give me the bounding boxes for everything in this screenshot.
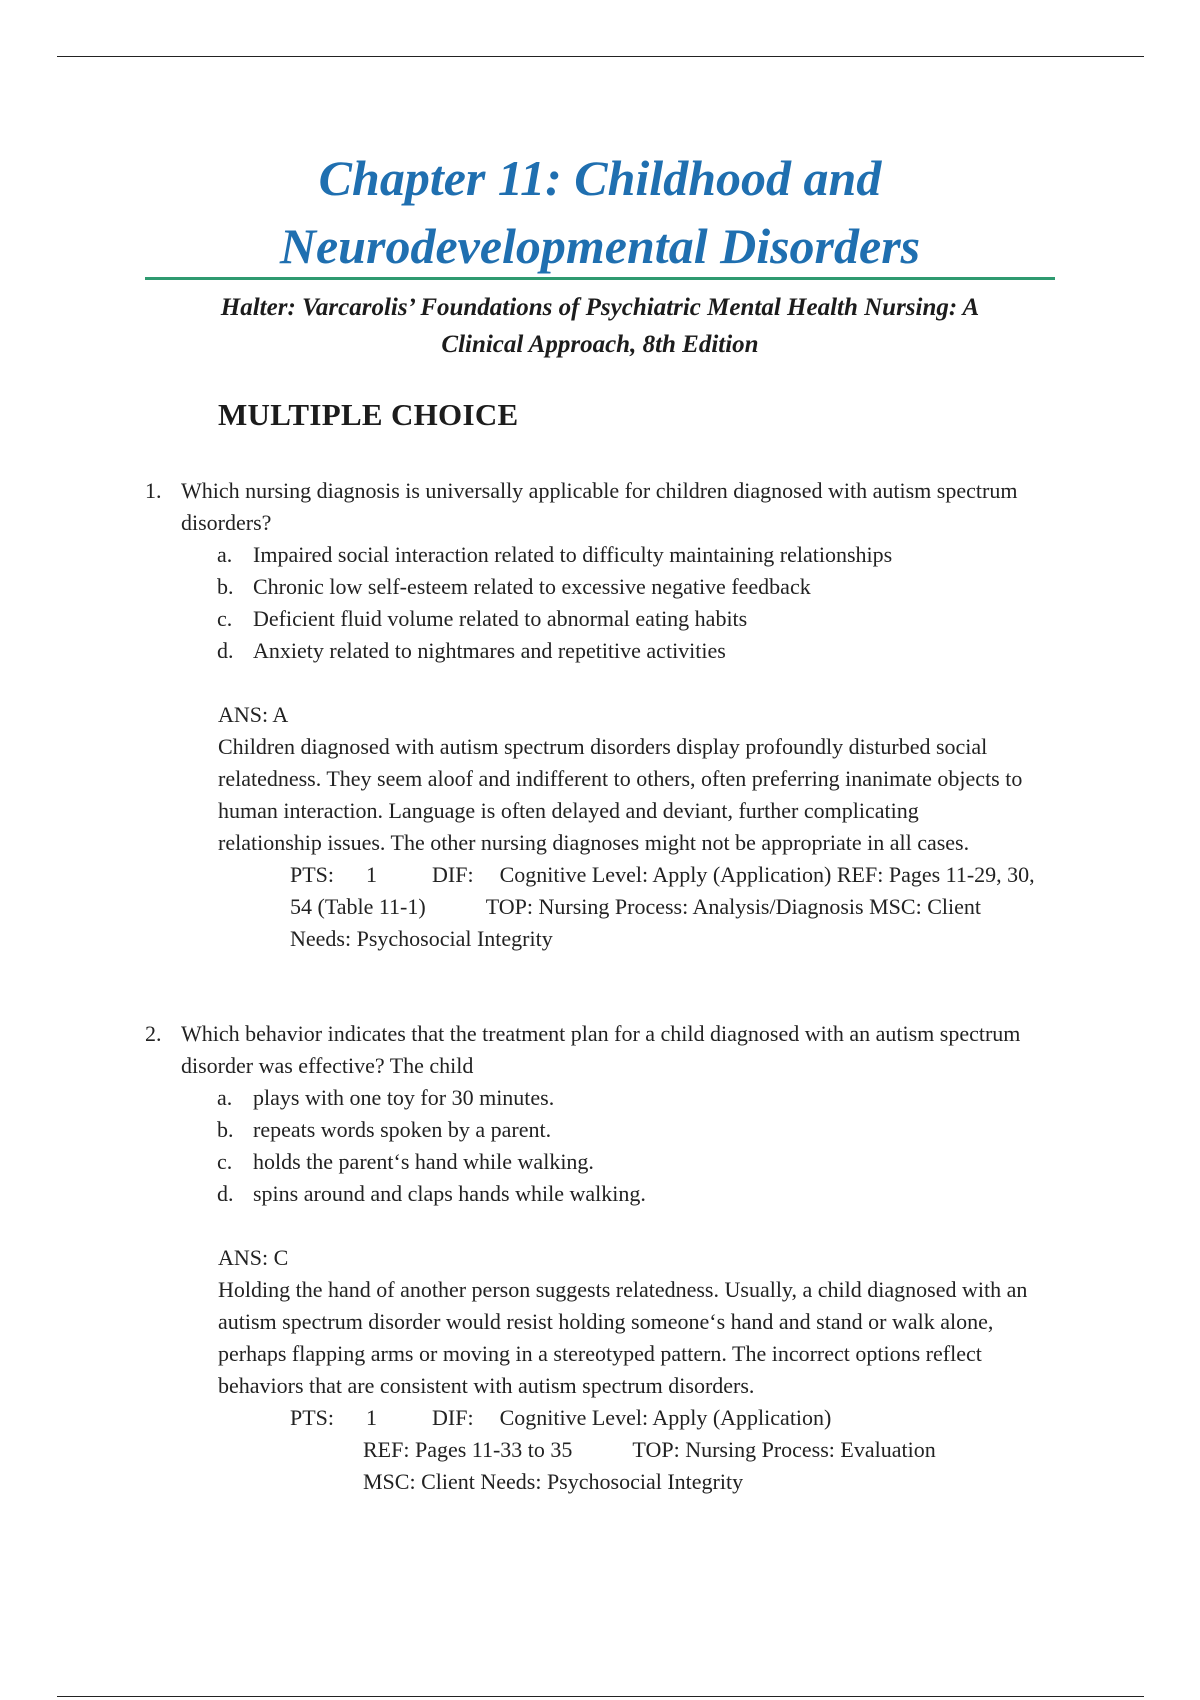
pts-value: 1: [366, 1405, 378, 1430]
answer-options: [145, 539, 1045, 667]
answer-options: [145, 1082, 1045, 1210]
rationale: Children diagnosed with autism spectrum disorders display profoundly disturbed social relatedness. They seem aloof and indifferent to others, often preferring inanimate objects to human interaction. Language is often delayed and deviant, further complicating relationship issues. The other nursing diagnoses might not be appropriate in all cases.: [218, 734, 1023, 855]
question-2: [145, 1018, 1045, 1498]
metadata-line-1: [290, 1402, 1045, 1434]
option-text: holds the parent‘s hand while walking.: [253, 1149, 594, 1174]
option-b: [217, 571, 1045, 603]
top-value: TOP: Nursing Process: Evaluation: [632, 1437, 936, 1462]
chapter-title: [100, 144, 1100, 280]
msc-value: MSC: Client Needs: Psychosocial Integrity: [290, 894, 981, 951]
pts-value: 1: [366, 862, 378, 887]
pts-label: PTS:: [290, 1405, 335, 1430]
rationale: Holding the hand of another person suggests relatedness. Usually, a child diagnosed with an autism spectrum disorder would resist holding someone‘s hand and stand or walk alone, perhaps flapping arms or moving in a stereotyped pattern. The incorrect options reflect behaviors that are consistent with autism spectrum disorders.: [218, 1277, 1028, 1398]
dif-label: DIF:: [432, 1405, 474, 1430]
question-metadata: [290, 859, 1045, 955]
option-b: [217, 1114, 1045, 1146]
question-1: [145, 475, 1045, 955]
option-a: [217, 539, 1045, 571]
option-letter: c.: [217, 1149, 233, 1174]
option-a: [217, 1082, 1045, 1114]
metadata-line-3: [363, 1466, 1045, 1498]
option-d: [217, 1178, 1045, 1210]
answer-key: ANS: A: [218, 702, 289, 727]
question-stem: Which behavior indicates that the treatment plan for a child diagnosed with an autism spectrum disorder was effective? The child: [181, 1021, 1021, 1078]
option-text: spins around and claps hands while walking.: [253, 1181, 646, 1206]
chapter-title-line-2: Neurodevelopmental Disorders: [279, 218, 921, 274]
msc-value: MSC: Client Needs: Psychosocial Integrity: [363, 1469, 744, 1494]
ref-value: REF: Pages 11-33 to 35: [363, 1437, 573, 1462]
option-text: Impaired social interaction related to difficulty maintaining relationships: [253, 542, 893, 567]
option-letter: d.: [217, 638, 234, 663]
dif-label: DIF:: [432, 862, 474, 887]
option-text: Deficient fluid volume related to abnormal eating habits: [253, 606, 748, 631]
option-text: Chronic low self-esteem related to excessive negative feedback: [253, 574, 811, 599]
title-underline: [145, 277, 1055, 280]
ref-value: REF: Pages 11-29, 30, 54 (Table 11-1): [290, 862, 1035, 919]
option-letter: a.: [217, 1085, 233, 1110]
book-subtitle-line-1: Halter: Varcarolis’ Foundations of Psychiatric Mental Health Nursing: A: [220, 294, 980, 321]
option-letter: b.: [217, 1117, 234, 1142]
chapter-title-line-1: Chapter 11: Childhood and: [318, 150, 882, 206]
book-subtitle: [145, 289, 1055, 363]
option-letter: a.: [217, 542, 233, 567]
section-heading: MULTIPLE CHOICE: [218, 397, 519, 432]
question-stem: Which nursing diagnosis is universally applicable for children diagnosed with autism spectrum disorders?: [181, 478, 1018, 535]
option-letter: b.: [217, 574, 234, 599]
top-value: TOP: Nursing Process: Analysis/Diagnosis: [485, 894, 864, 919]
question-number: 1.: [145, 478, 162, 503]
question-metadata: [290, 1402, 1045, 1498]
answer-key: ANS: C: [218, 1245, 289, 1270]
option-text: Anxiety related to nightmares and repetitive activities: [253, 638, 726, 663]
metadata-line-2: [363, 1434, 1045, 1466]
pts-label: PTS:: [290, 862, 335, 887]
option-d: [217, 635, 1045, 667]
option-text: repeats words spoken by a parent.: [253, 1117, 552, 1142]
dif-value: Cognitive Level: Apply (Application): [499, 1405, 832, 1430]
dif-value: Cognitive Level: Apply (Application): [499, 862, 832, 887]
option-c: [217, 1146, 1045, 1178]
option-letter: d.: [217, 1181, 234, 1206]
option-c: [217, 603, 1045, 635]
top-rule: [57, 56, 1144, 57]
bottom-rule: [57, 1696, 1144, 1697]
option-text: plays with one toy for 30 minutes.: [253, 1085, 555, 1110]
option-letter: c.: [217, 606, 233, 631]
book-subtitle-line-2: Clinical Approach, 8th Edition: [441, 331, 759, 358]
question-number: 2.: [145, 1021, 162, 1046]
